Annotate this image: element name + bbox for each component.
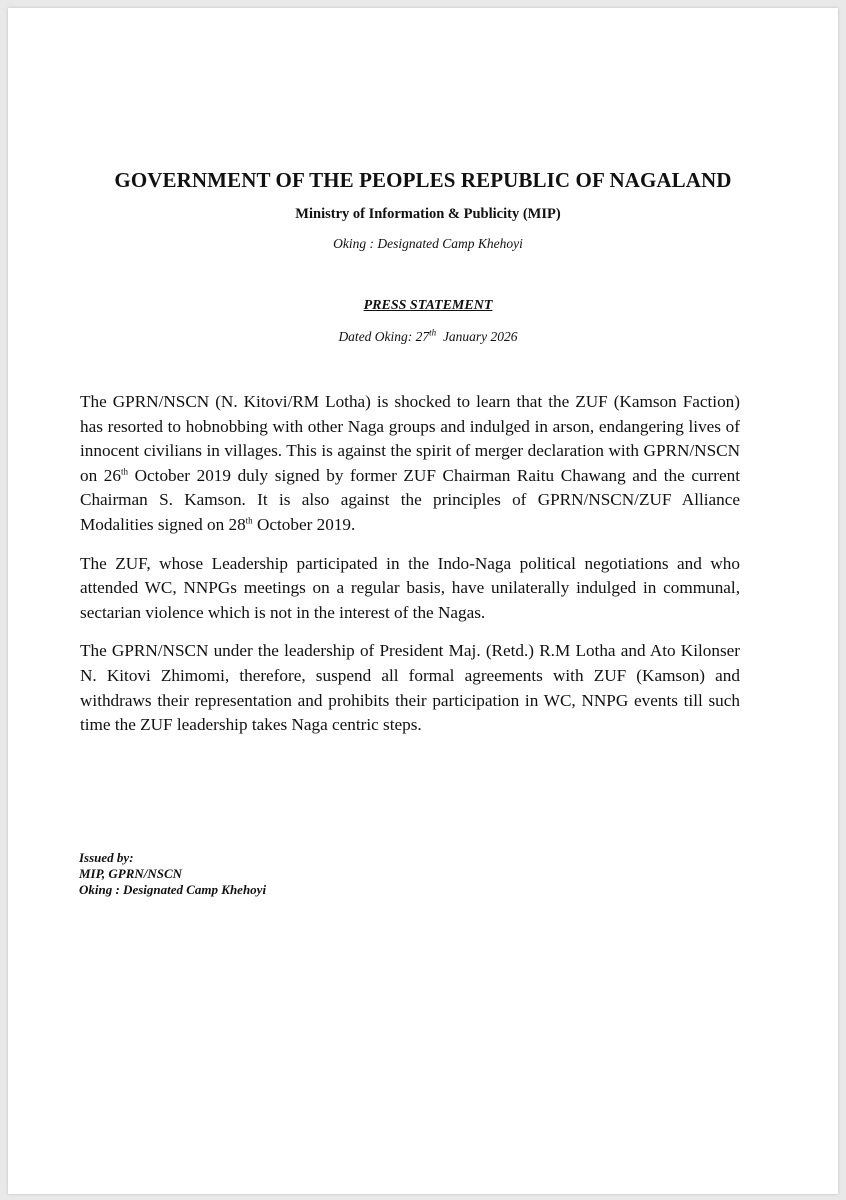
paragraph-1-ordinal-2: th [245, 515, 253, 526]
paragraph-2: The ZUF, whose Leadership participated in the Indo-Naga political negotiations and who attended WC, NNPGs meetings on a regular basis, have unilaterally indulged in communal, sectarian violence which is not in the interest of the Nagas. [80, 553, 740, 622]
date-suffix: January 2026 [436, 329, 518, 344]
statement-date [0, 329, 846, 345]
date-prefix: Dated Oking: 27 [338, 329, 430, 344]
date-ordinal: th [429, 327, 437, 338]
paragraph-1-ordinal-1: th [121, 466, 129, 477]
issued-by-location: Oking : Designated Camp Khehoyi [79, 882, 267, 897]
press-statement-heading: PRESS STATEMENT [363, 298, 493, 313]
ministry-name: Ministry of Information & Publicity (MIP) [295, 206, 561, 222]
issued-by-label: Issued by: [79, 850, 134, 865]
paragraph-1-part-a: The GPRN/NSCN (N. Kitovi/RM Lotha) is shocked to learn that the ZUF (Kamson Faction) has resorted to hobnobbing with other Naga groups and indulged in arson, endangering lives of innocent civilians in villages. This is against the spirit of merger declaration with GPRN/NSCN on 26 [80, 392, 740, 485]
paragraph-1-part-c: October 2019. [252, 514, 356, 534]
government-title: GOVERNMENT OF THE PEOPLES REPUBLIC OF NAGALAND [114, 168, 732, 192]
header-location: Oking : Designated Camp Khehoyi [333, 236, 523, 251]
paragraph-1-part-b: October 2019 duly signed by former ZUF Chairman Raitu Chawang and the current Chairman S. Kamson. It is also against the principles of GPRN/NSCN/ZUF Alliance Modalities signed on 28 [80, 465, 740, 534]
statement-body [80, 390, 740, 752]
paragraph-1 [80, 390, 740, 538]
issued-by-org: MIP, GPRN/NSCN [79, 866, 183, 881]
issued-by-block [79, 850, 266, 898]
paragraph-3: The GPRN/NSCN under the leadership of President Maj. (Retd.) R.M Lotha and Ato Kilonser N. Kitovi Zhimomi, therefore, suspend all formal agreements with ZUF (Kamson) and withdraws their representation and prohibits their participation in WC, NNPG events till such time the ZUF leadership takes Naga centric steps. [80, 641, 740, 735]
